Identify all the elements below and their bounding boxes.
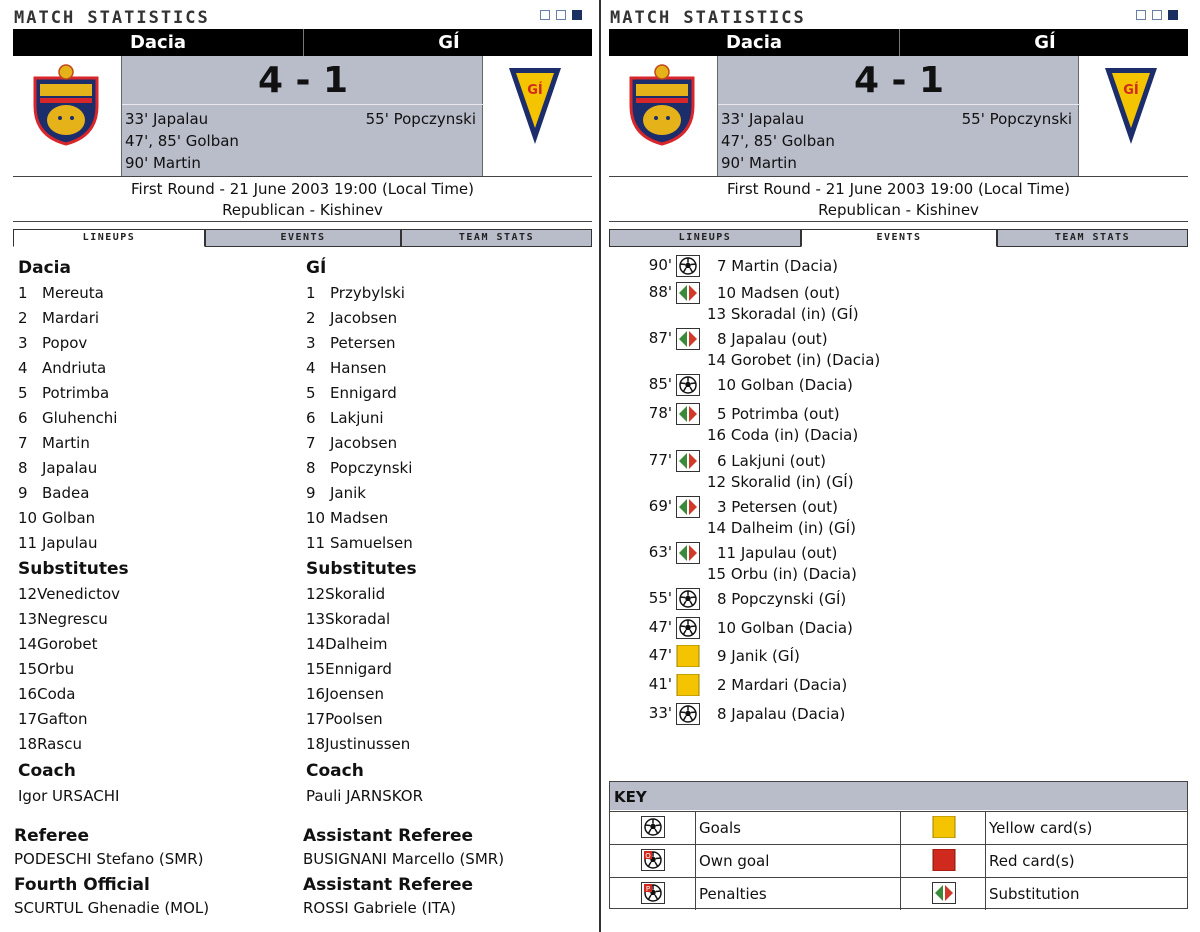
key-cell xyxy=(695,845,900,877)
player-name: Janik xyxy=(330,484,366,502)
info-divider xyxy=(13,221,592,222)
player-name: Japulau xyxy=(42,534,98,552)
player-number: 17 xyxy=(18,710,38,728)
event-text xyxy=(707,543,857,585)
event-text xyxy=(717,704,845,725)
player-name: Madsen xyxy=(330,509,389,527)
player-number: 13 xyxy=(306,610,326,628)
final-score: 4 - 1 xyxy=(853,60,945,101)
event-line: 2 Mardari (Dacia) xyxy=(717,676,848,694)
tab-bar xyxy=(609,229,1188,247)
player-number: 9 xyxy=(306,484,316,502)
dacia-crest-icon xyxy=(31,62,101,146)
official-title: Assistant Referee xyxy=(303,826,474,846)
gi-crest-icon xyxy=(507,66,563,146)
player-name: Gorobet xyxy=(37,635,98,653)
event-text xyxy=(707,329,881,371)
view-square-3[interactable] xyxy=(572,10,582,20)
substitution-icon xyxy=(676,496,700,518)
player-name: Martin xyxy=(42,434,90,452)
event-minute: 69' xyxy=(648,497,672,515)
away-scorer: 55' Popczynski xyxy=(365,110,476,128)
player-row xyxy=(18,384,109,402)
event-minute: 55' xyxy=(648,589,672,607)
svg-text:GÍ: GÍ xyxy=(1123,83,1139,98)
substitution-icon xyxy=(932,882,956,906)
dacia-crest-icon xyxy=(627,62,697,146)
key-legend xyxy=(609,781,1188,909)
event-line: 9 Janik (GÍ) xyxy=(717,647,800,665)
player-name: Justinussen xyxy=(325,735,411,753)
event-line: 11 Japulau (out) xyxy=(717,544,838,562)
substitute-row xyxy=(18,610,108,628)
player-number: 1 xyxy=(306,284,316,302)
player-row xyxy=(18,459,97,477)
own-goal-icon xyxy=(641,849,665,873)
view-square-3[interactable] xyxy=(1168,10,1178,20)
home-scorer: 47', 85' Golban xyxy=(721,132,835,150)
tab-team-stats[interactable]: TEAM STATS xyxy=(997,229,1188,247)
tab-lineups[interactable]: LINEUPS xyxy=(609,229,801,247)
player-number: 16 xyxy=(18,685,38,703)
player-row xyxy=(306,384,397,402)
home-scorer: 33' Japalau xyxy=(721,110,805,128)
player-number: 10 xyxy=(306,509,326,527)
substitution-icon xyxy=(676,403,700,425)
coach-name: Pauli JARNSKOR xyxy=(306,787,424,805)
key-row xyxy=(610,877,1187,910)
score-separator xyxy=(122,104,484,105)
player-row xyxy=(306,509,388,527)
player-row xyxy=(306,359,387,377)
event-text xyxy=(707,497,856,539)
home-scorer: 47', 85' Golban xyxy=(125,132,239,150)
event-line: 8 Japalau (out) xyxy=(717,330,828,348)
round-info: First Round - 21 June 2003 19:00 (Local Time) xyxy=(726,180,1071,198)
player-number: 11 xyxy=(306,534,326,552)
player-name: Venedictov xyxy=(37,585,121,603)
official-title: Referee xyxy=(14,826,89,846)
player-number: 6 xyxy=(306,409,316,427)
header-divider xyxy=(609,176,1188,177)
substitutes-heading: Substitutes xyxy=(18,559,129,579)
player-name: Japalau xyxy=(42,459,98,477)
yellow-card-icon xyxy=(676,674,700,696)
player-name: Negrescu xyxy=(37,610,108,628)
player-row xyxy=(18,309,99,327)
home-team-name: Dacia xyxy=(129,32,187,53)
player-row xyxy=(306,534,413,552)
panel-title: MATCH STATISTICS xyxy=(14,8,210,28)
substitute-row xyxy=(18,585,120,603)
key-label: Goals xyxy=(699,819,741,837)
player-name: Andriuta xyxy=(42,359,107,377)
player-number: 12 xyxy=(306,585,326,603)
player-name: Jacobsen xyxy=(330,309,398,327)
goal-icon xyxy=(676,374,700,396)
player-number: 6 xyxy=(18,409,28,427)
player-number: 4 xyxy=(306,359,316,377)
player-name: Orbu xyxy=(37,660,75,678)
score-box xyxy=(717,56,1079,176)
event-minute: 88' xyxy=(648,283,672,301)
coach-name: Igor URSACHI xyxy=(18,787,120,805)
player-row xyxy=(18,509,95,527)
substitution-icon xyxy=(676,450,700,472)
substitute-row xyxy=(18,685,75,703)
player-number: 9 xyxy=(18,484,28,502)
info-divider xyxy=(609,221,1188,222)
player-name: Hansen xyxy=(330,359,387,377)
event-minute: 78' xyxy=(648,404,672,422)
goal-icon xyxy=(676,255,700,277)
official-name: ROSSI Gabriele (ITA) xyxy=(303,899,456,917)
player-name: Popov xyxy=(42,334,88,352)
player-number: 4 xyxy=(18,359,28,377)
official-name: SCURTUL Ghenadie (MOL) xyxy=(14,899,210,917)
player-number: 8 xyxy=(18,459,28,477)
substitute-row xyxy=(306,710,383,728)
event-minute: 85' xyxy=(648,375,672,393)
home-scorer: 90' Martin xyxy=(721,154,797,172)
panel-title: MATCH STATISTICS xyxy=(610,8,806,28)
player-number: 7 xyxy=(18,434,28,452)
player-name: Ennigard xyxy=(330,384,397,402)
player-name: Gluhenchi xyxy=(42,409,118,427)
player-number: 8 xyxy=(306,459,316,477)
substitute-row xyxy=(18,635,98,653)
player-row xyxy=(18,434,90,452)
view-square-1[interactable] xyxy=(1136,10,1146,20)
official-name: BUSIGNANI Marcello (SMR) xyxy=(303,850,505,868)
player-row xyxy=(18,409,117,427)
substitution-icon xyxy=(676,542,700,564)
key-cell xyxy=(610,878,695,910)
venue: Republican - Kishinev xyxy=(818,201,979,219)
view-square-2[interactable] xyxy=(556,10,566,20)
event-line-2: 13 Skoradal (in) (GÍ) xyxy=(707,305,859,323)
player-name: Rascu xyxy=(37,735,82,753)
goal-icon xyxy=(676,703,700,725)
key-label: Penalties xyxy=(699,885,767,903)
player-number: 7 xyxy=(306,434,316,452)
event-minute: 87' xyxy=(648,329,672,347)
player-name: Lakjuni xyxy=(330,409,384,427)
event-minute: 90' xyxy=(648,256,672,274)
event-line: 8 Popczynski (GÍ) xyxy=(717,590,847,608)
panel-divider xyxy=(599,0,601,932)
player-number: 2 xyxy=(306,309,316,327)
gi-crest-icon xyxy=(1103,66,1159,146)
substitute-row xyxy=(18,710,88,728)
event-minute: 77' xyxy=(648,451,672,469)
event-minute: 47' xyxy=(648,618,672,636)
player-number: 17 xyxy=(306,710,326,728)
venue: Republican - Kishinev xyxy=(222,201,383,219)
substitutes-heading: Substitutes xyxy=(306,559,417,579)
penalty-icon xyxy=(641,882,665,906)
player-number: 14 xyxy=(18,635,38,653)
player-number: 2 xyxy=(18,309,28,327)
team-heading: Dacia xyxy=(18,258,71,278)
key-title: KEY xyxy=(610,782,1187,810)
event-minute: 41' xyxy=(648,675,672,693)
event-text xyxy=(707,283,859,325)
event-line: 10 Golban (Dacia) xyxy=(717,619,853,637)
player-name: Badea xyxy=(42,484,90,502)
goal-icon xyxy=(676,617,700,639)
event-line-2: 14 Dalheim (in) (GÍ) xyxy=(707,519,856,537)
substitute-row xyxy=(306,585,385,603)
event-line-2: 14 Gorobet (in) (Dacia) xyxy=(707,351,881,369)
key-cell xyxy=(900,812,985,844)
coach-heading: Coach xyxy=(18,761,76,781)
team-heading: GÍ xyxy=(306,258,327,278)
player-row xyxy=(306,484,366,502)
tab-events[interactable]: EVENTS xyxy=(801,229,997,247)
event-text xyxy=(717,256,838,277)
events-panel xyxy=(606,0,1192,932)
player-row xyxy=(18,484,89,502)
key-row xyxy=(610,811,1187,844)
player-name: Skoralid xyxy=(325,585,386,603)
team-bar xyxy=(609,29,1188,56)
substitute-row xyxy=(306,685,384,703)
player-name: Poolsen xyxy=(325,710,383,728)
player-name: Przybylski xyxy=(330,284,405,302)
player-row xyxy=(18,334,87,352)
key-label: Own goal xyxy=(699,852,770,870)
event-minute: 63' xyxy=(648,543,672,561)
player-number: 14 xyxy=(306,635,326,653)
official-name: PODESCHI Stefano (SMR) xyxy=(14,850,204,868)
player-number: 18 xyxy=(306,735,326,753)
substitution-icon xyxy=(676,282,700,304)
player-name: Samuelsen xyxy=(330,534,413,552)
key-cell xyxy=(985,878,1187,910)
key-cell xyxy=(695,812,900,844)
substitute-row xyxy=(18,735,82,753)
player-name: Popczynski xyxy=(330,459,413,477)
away-team-name: GÍ xyxy=(1034,32,1056,53)
player-number: 5 xyxy=(306,384,316,402)
event-text xyxy=(717,375,853,396)
score-separator xyxy=(718,104,1080,105)
yellow-card-icon xyxy=(676,645,700,667)
player-row xyxy=(306,309,397,327)
player-row xyxy=(306,409,384,427)
final-score: 4 - 1 xyxy=(257,60,349,101)
view-square-1[interactable] xyxy=(540,10,550,20)
svg-text:GÍ: GÍ xyxy=(527,83,543,98)
player-number: 3 xyxy=(18,334,28,352)
key-cell xyxy=(610,845,695,877)
player-name: Mereuta xyxy=(42,284,104,302)
player-name: Joensen xyxy=(325,685,384,703)
event-line-2: 15 Orbu (in) (Dacia) xyxy=(707,565,857,583)
player-number: 10 xyxy=(18,509,38,527)
event-line-2: 16 Coda (in) (Dacia) xyxy=(707,426,859,444)
key-cell xyxy=(985,845,1187,877)
player-name: Skoradal xyxy=(325,610,391,628)
event-line-2: 12 Skoralid (in) (GÍ) xyxy=(707,473,854,491)
team-bar xyxy=(13,29,592,56)
tab-lineups[interactable]: LINEUPS xyxy=(13,229,205,247)
substitute-row xyxy=(306,610,390,628)
event-line: 10 Madsen (out) xyxy=(717,284,841,302)
view-square-2[interactable] xyxy=(1152,10,1162,20)
player-number: 18 xyxy=(18,735,38,753)
lineups-panel xyxy=(10,0,596,932)
substitute-row xyxy=(306,635,388,653)
key-cell xyxy=(900,845,985,877)
player-number: 15 xyxy=(18,660,38,678)
player-row xyxy=(306,434,397,452)
player-row xyxy=(306,284,405,302)
svg-text:P: P xyxy=(645,885,650,893)
official-title: Fourth Official xyxy=(14,875,150,895)
player-name: Potrimba xyxy=(42,384,110,402)
key-cell xyxy=(985,812,1187,844)
player-number: 15 xyxy=(306,660,326,678)
player-number: 12 xyxy=(18,585,38,603)
event-text xyxy=(717,675,847,696)
event-line: 3 Petersen (out) xyxy=(717,498,838,516)
event-minute: 47' xyxy=(648,646,672,664)
substitute-row xyxy=(306,660,392,678)
key-cell xyxy=(900,878,985,910)
substitution-icon xyxy=(676,328,700,350)
event-line: 7 Martin (Dacia) xyxy=(717,257,838,275)
home-scorer: 90' Martin xyxy=(125,154,201,172)
goal-icon xyxy=(676,588,700,610)
tab-events[interactable]: EVENTS xyxy=(205,229,401,247)
event-text xyxy=(717,646,800,667)
event-text xyxy=(717,618,853,639)
player-row xyxy=(306,459,412,477)
home-team-name: Dacia xyxy=(725,32,783,53)
substitute-row xyxy=(18,660,74,678)
red-card-icon xyxy=(932,849,956,873)
player-number: 16 xyxy=(306,685,326,703)
player-name: Mardari xyxy=(42,309,100,327)
event-line: 10 Golban (Dacia) xyxy=(717,376,853,394)
coach-heading: Coach xyxy=(306,761,364,781)
score-box xyxy=(121,56,483,176)
tab-team-stats[interactable]: TEAM STATS xyxy=(401,229,592,247)
key-label: Yellow card(s) xyxy=(989,819,1093,837)
round-info: First Round - 21 June 2003 19:00 (Local Time) xyxy=(130,180,475,198)
event-text xyxy=(707,451,854,493)
event-minute: 33' xyxy=(648,704,672,722)
player-name: Jacobsen xyxy=(330,434,398,452)
svg-text:O: O xyxy=(644,852,651,860)
event-line: 6 Lakjuni (out) xyxy=(717,452,826,470)
player-row xyxy=(18,534,98,552)
event-line: 8 Japalau (Dacia) xyxy=(717,705,846,723)
event-text xyxy=(717,589,846,610)
header-divider xyxy=(13,176,592,177)
player-number: 11 xyxy=(18,534,38,552)
player-name: Golban xyxy=(42,509,96,527)
player-name: Ennigard xyxy=(325,660,392,678)
player-number: 5 xyxy=(18,384,28,402)
home-scorer: 33' Japalau xyxy=(125,110,209,128)
substitute-row xyxy=(306,735,410,753)
key-label: Red card(s) xyxy=(989,852,1075,870)
player-name: Gafton xyxy=(37,710,88,728)
key-cell xyxy=(695,878,900,910)
event-text xyxy=(707,404,859,446)
player-row xyxy=(306,334,396,352)
player-number: 1 xyxy=(18,284,28,302)
player-number: 3 xyxy=(306,334,316,352)
player-row xyxy=(18,359,106,377)
goal-icon xyxy=(641,816,665,840)
player-number: 13 xyxy=(18,610,38,628)
official-title: Assistant Referee xyxy=(303,875,474,895)
player-name: Coda xyxy=(37,685,76,703)
tab-bar xyxy=(13,229,592,247)
key-row xyxy=(610,844,1187,877)
player-row xyxy=(18,284,104,302)
key-label: Substitution xyxy=(989,885,1080,903)
player-name: Petersen xyxy=(330,334,396,352)
away-team-name: GÍ xyxy=(438,32,460,53)
key-cell xyxy=(610,812,695,844)
player-name: Dalheim xyxy=(325,635,388,653)
event-line: 5 Potrimba (out) xyxy=(717,405,840,423)
yellow-card-icon xyxy=(932,816,956,840)
away-scorer: 55' Popczynski xyxy=(961,110,1072,128)
